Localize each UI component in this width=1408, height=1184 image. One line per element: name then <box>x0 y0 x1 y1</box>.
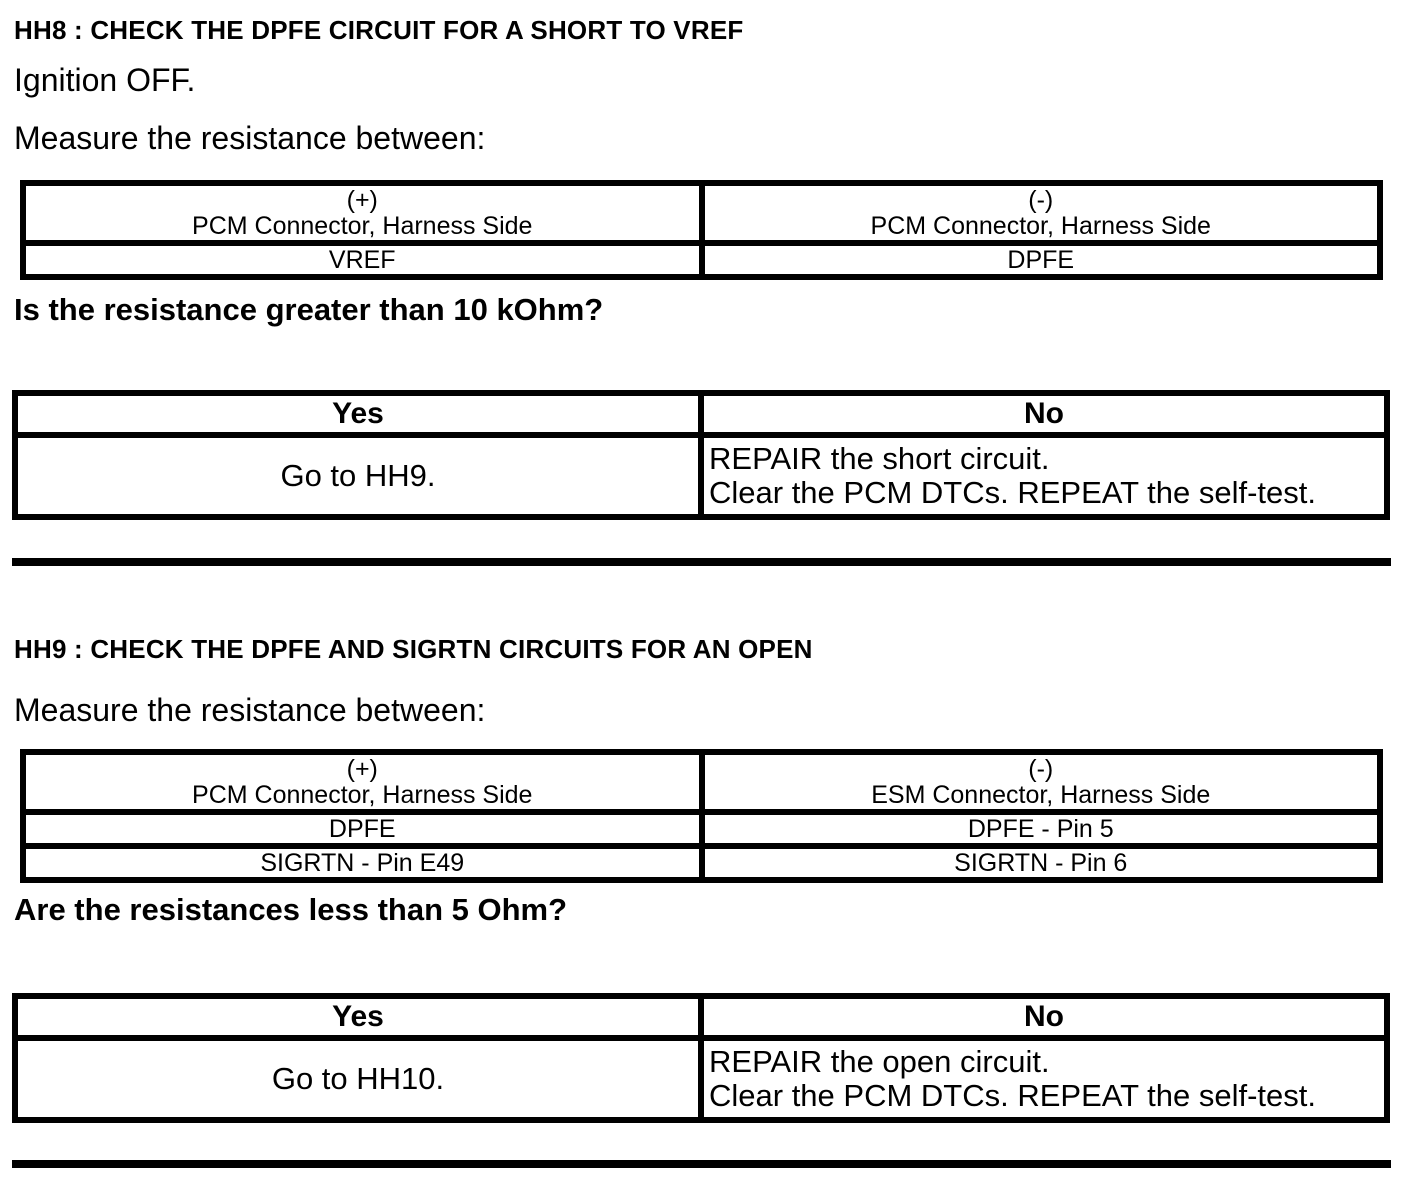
minus-connector-label: ESM Connector, Harness Side <box>871 781 1211 809</box>
hh9-minus-column-header <box>702 752 1381 812</box>
hh9-plus-column-header <box>23 752 702 812</box>
hh8-result-table <box>12 390 1390 520</box>
hh9-yes-action-cell: Go to HH10. <box>15 1038 701 1120</box>
no-column-header: No <box>701 996 1387 1038</box>
hh8-yes-action-cell: Go to HH9. <box>15 435 701 517</box>
hh9-result-table <box>12 993 1390 1123</box>
plus-connector-label: PCM Connector, Harness Side <box>192 781 533 809</box>
hh9-plus-pin-cell-1: DPFE <box>23 812 702 846</box>
hh8-no-action-cell <box>701 435 1387 517</box>
hh9-plus-pin-cell-2: SIGRTN - Pin E49 <box>23 846 702 880</box>
hh9-measure-table <box>20 749 1383 883</box>
minus-connector-label: PCM Connector, Harness Side <box>870 212 1211 240</box>
table-row <box>23 243 1380 277</box>
no-action-line: REPAIR the short circuit. <box>709 441 1050 476</box>
hh9-section-heading: HH9 : CHECK THE DPFE AND SIGRTN CIRCUITS FOR AN OPEN <box>14 634 813 664</box>
section-divider <box>12 558 1391 566</box>
no-action-line: Clear the PCM DTCs. REPEAT the self-test. <box>709 475 1316 510</box>
hh8-minus-pin-cell: DPFE <box>702 243 1381 277</box>
yes-column-header: Yes <box>15 996 701 1038</box>
table-row <box>15 1038 1387 1120</box>
hh9-no-action-cell <box>701 1038 1387 1120</box>
table-row <box>15 435 1387 517</box>
hh8-minus-column-header <box>702 183 1381 243</box>
no-action-line: REPAIR the open circuit. <box>709 1044 1050 1079</box>
table-row <box>23 812 1380 846</box>
minus-polarity-label: (-) <box>1028 186 1054 214</box>
no-action-line: Clear the PCM DTCs. REPEAT the self-test. <box>709 1078 1316 1113</box>
hh9-minus-pin-cell-2: SIGRTN - Pin 6 <box>702 846 1381 880</box>
section-divider <box>12 1160 1391 1168</box>
hh9-minus-pin-cell-1: DPFE - Pin 5 <box>702 812 1381 846</box>
table-header-row <box>15 393 1387 435</box>
hh8-measure-instruction: Measure the resistance between: <box>14 120 486 156</box>
hh8-section-heading: HH8 : CHECK THE DPFE CIRCUIT FOR A SHORT TO VREF <box>14 15 744 45</box>
hh8-question: Is the resistance greater than 10 kOhm? <box>14 292 604 327</box>
no-column-header: No <box>701 393 1387 435</box>
table-header-row <box>15 996 1387 1038</box>
table-row <box>23 846 1380 880</box>
hh8-plus-pin-cell: VREF <box>23 243 702 277</box>
hh9-measure-instruction: Measure the resistance between: <box>14 692 486 728</box>
plus-polarity-label: (+) <box>346 755 378 783</box>
table-header-row <box>23 183 1380 243</box>
hh8-measure-table <box>20 180 1383 280</box>
hh8-plus-column-header <box>23 183 702 243</box>
minus-polarity-label: (-) <box>1028 755 1054 783</box>
hh9-question: Are the resistances less than 5 Ohm? <box>14 892 568 927</box>
table-header-row <box>23 752 1380 812</box>
plus-polarity-label: (+) <box>346 186 378 214</box>
plus-connector-label: PCM Connector, Harness Side <box>192 212 533 240</box>
yes-column-header: Yes <box>15 393 701 435</box>
ignition-off-line: Ignition OFF. <box>14 62 196 98</box>
